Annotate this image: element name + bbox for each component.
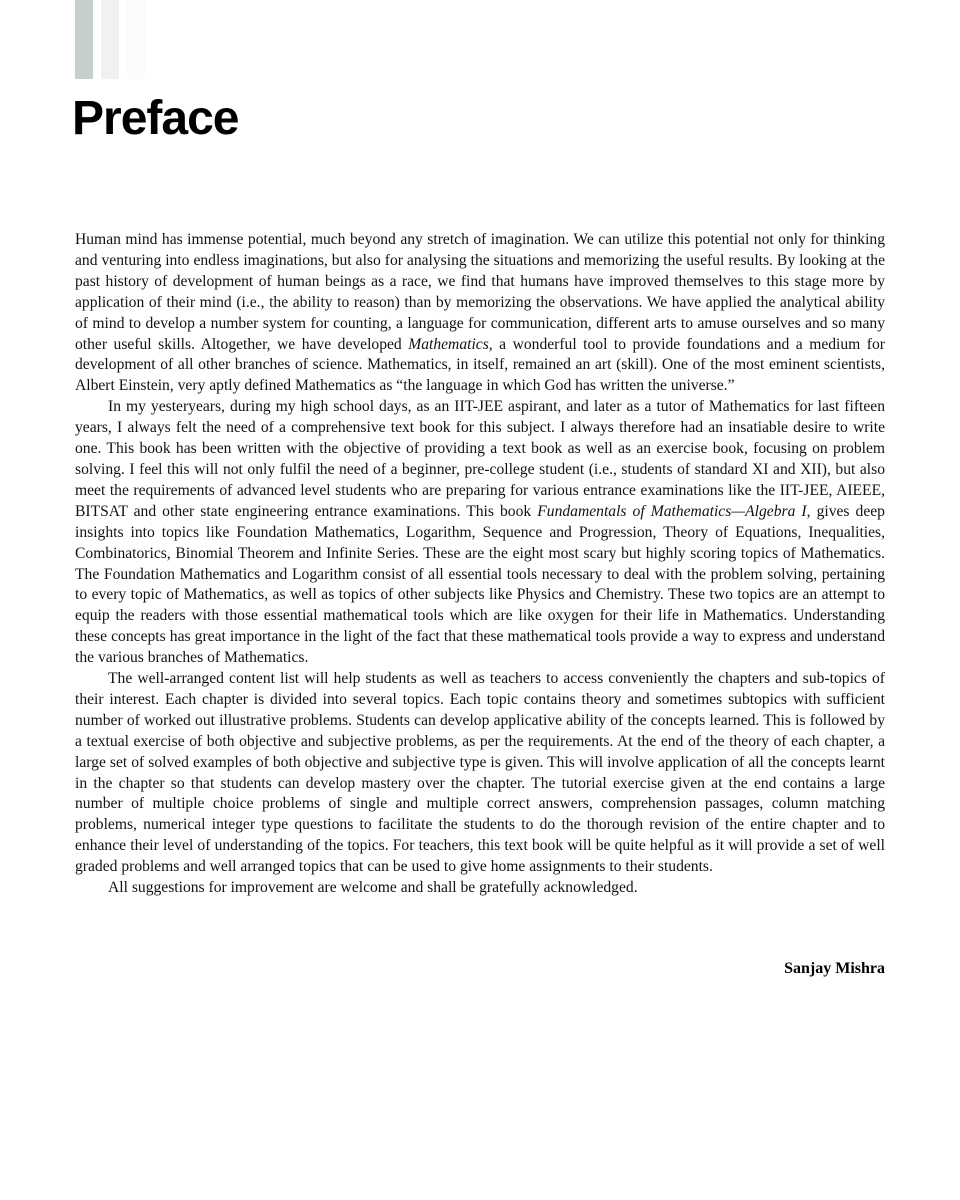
page-title: Preface <box>72 92 239 145</box>
decorative-bars <box>75 0 145 79</box>
paragraph-1-text: Human mind has immense potential, much beyond any stretch of imagination. We can utilize this potential not only for thinking and venturing into endless imaginations, but also for analysing the situations and memorizing the useful results. By looking at the past history of development of human beings as a race, we find that humans have improved themselves to this stage more by application of their mind (i.e., the ability to reason) than by memorizing the observations. We have applied the analytical ability of mind to develop a number system for counting, a language for communication, different arts to amuse ourselves and so many other useful skills. Altogether, we have developed <box>75 231 885 353</box>
italic-term-mathematics: Mathematics <box>408 335 489 353</box>
paragraph-2 <box>75 397 885 669</box>
italic-term-book-title: Fundamentals of Mathematics—Algebra I <box>537 502 807 520</box>
paragraph-2-text-after: , gives deep insights into topics like Foundation Mathematics, Logarithm, Sequence and Progression, Theory of Equations, Inequalities, Combinatorics, Binomial Theorem and Infinite Series. These are the eight most scary but highly scoring topics of Mathematics. The Foundation Mathematics and Logarithm consist of all essential tools necessary to deal with the problem solving, pertaining to every topic of Mathematics, as well as topics of other subjects like Physics and Chemistry. These two topics are an attempt to equip the readers with those essential mathematical tools which are like oxygen for their life in Mathematics. Understanding these concepts has great importance in the light of the fact that these mathematical tools provide a way to express and understand the various branches of Mathematics. <box>75 502 885 667</box>
preface-body <box>75 230 885 899</box>
author-signature: Sanjay Mishra <box>784 960 885 977</box>
paragraph-1-text-after: , a wonderful tool to provide foundations and a medium for development of all other branches of science. Mathematics, in itself, remained an art (skill). One of the most eminent scientists, Albert Einstein, very aptly defined Mathematics as “the language in which God has written the universe.” <box>75 335 885 395</box>
decorative-bar-3 <box>127 0 145 79</box>
paragraph-4: All suggestions for improvement are welcome and shall be gratefully acknowledged. <box>108 879 638 897</box>
paragraph-2-text: In my yesteryears, during my high school days, as an IIT-JEE aspirant, and later as a tutor of Mathematics for last fifteen years, I always felt the need of a comprehensive text book for this subject. I always therefore had an insatiable desire to write one. This book has been written with the objective of providing a text book as well as an exercise book, focusing on problem solving. I feel this will not only fulfil the need of a beginner, pre-college student (i.e., students of standard XI and XII), but also meet the requirements of advanced level students who are preparing for various entrance examinations like the IIT-JEE, AIEEE, BITSAT and other state engineering entrance examinations. This book <box>75 398 885 520</box>
paragraph-1 <box>75 230 885 397</box>
decorative-bar-2 <box>101 0 119 79</box>
decorative-bar-1 <box>75 0 93 79</box>
paragraph-3: The well-arranged content list will help students as well as teachers to access conveniently the chapters and sub-topics of their interest. Each chapter is divided into several topics. Each topic contains theory and sometimes subtopics with sufficient number of worked out illustrative problems. Students can develop applicative ability of the concepts learned. This is followed by a textual exercise of both objective and subjective problems, as per the requirements. At the end of the theory of each chapter, a large set of solved examples of both objective and subjective type is given. This will involve application of all the concepts learnt in the chapter so that students can develop mastery over the chapter. The tutorial exercise given at the end contains a large number of multiple choice problems of single and multiple correct answers, comprehension passages, column matching problems, numerical integer type questions to facilitate the students to do the thorough revision of the entire chapter and to enhance their level of understanding of the topics. For teachers, this text book will be quite helpful as it will provide a set of well graded problems and well arranged topics that can be used to give home assignments to their students. <box>75 670 885 876</box>
